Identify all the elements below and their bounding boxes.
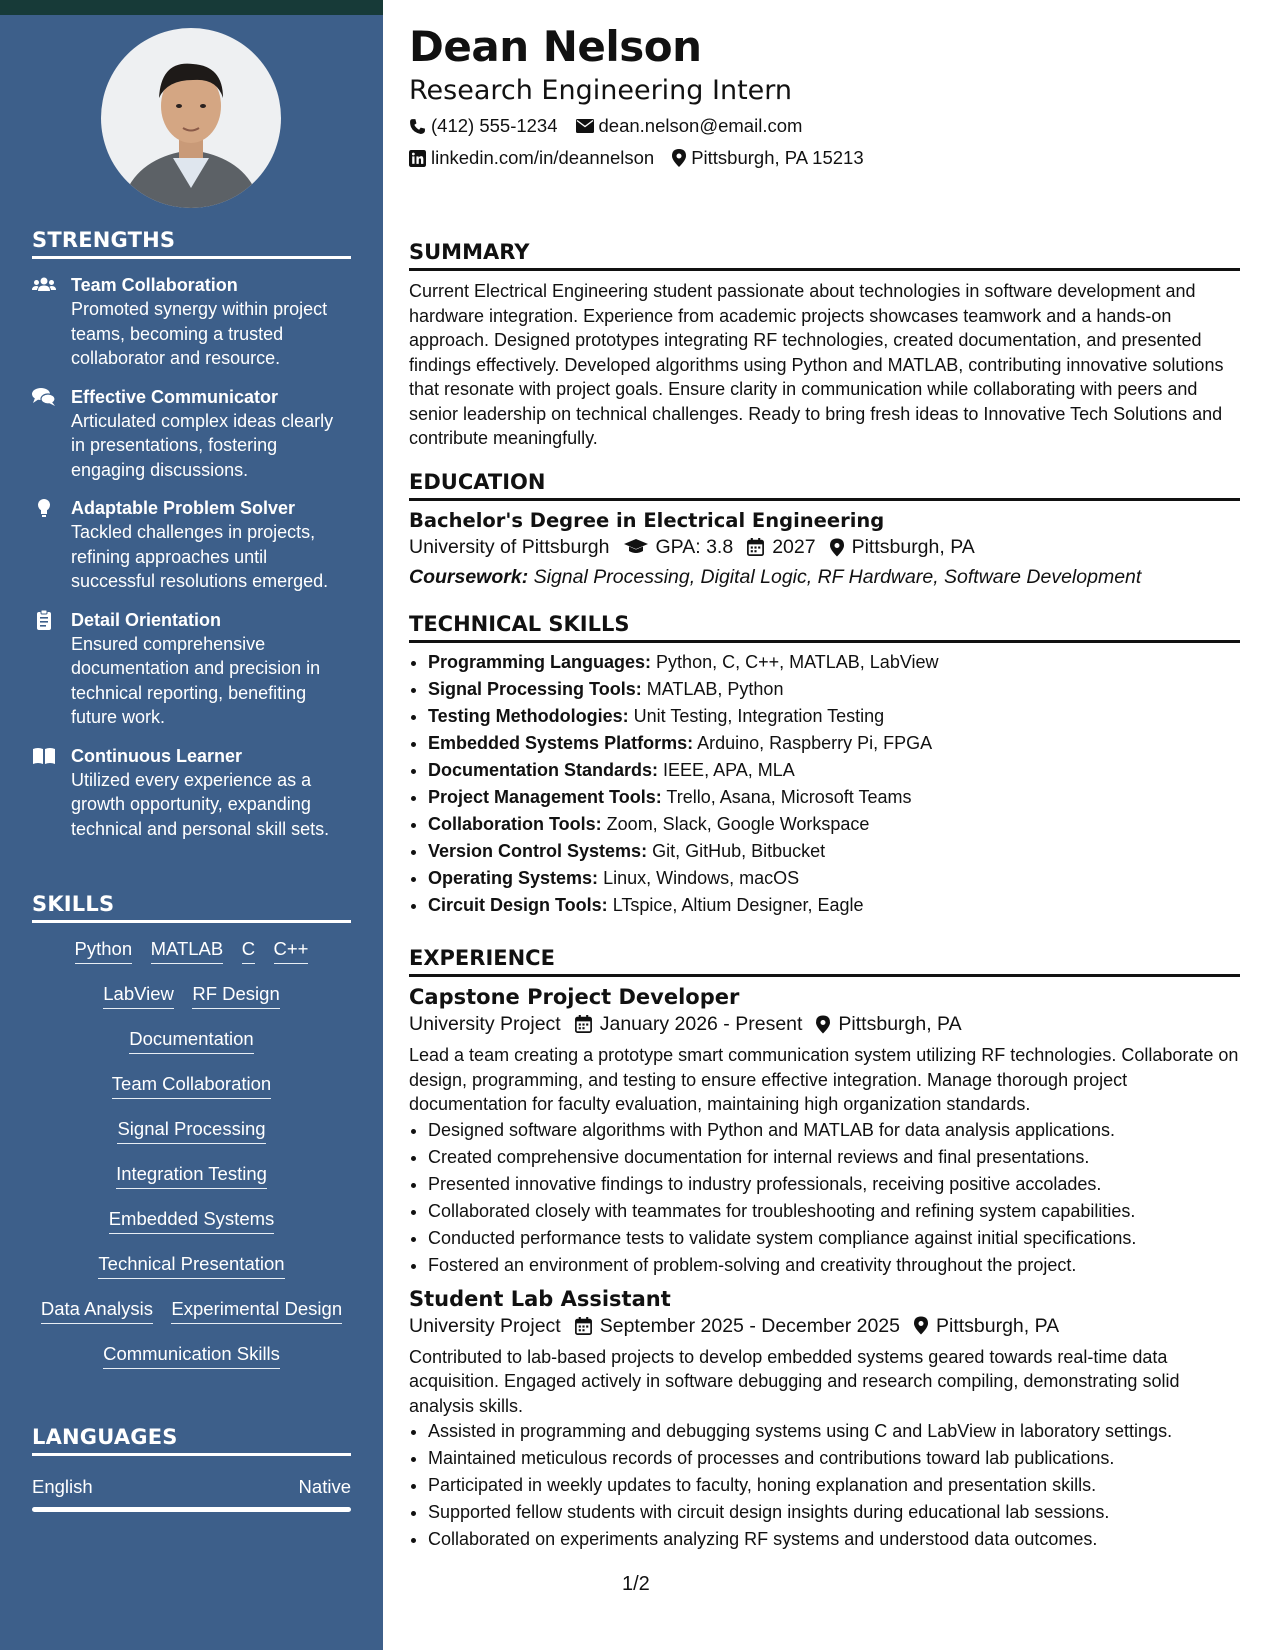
skill-tag: Data Analysis: [41, 1297, 153, 1324]
tech-skill-item: [428, 703, 1240, 730]
coursework-label: Coursework:: [409, 566, 529, 588]
skill-tag: Team Collaboration: [112, 1072, 271, 1099]
skill-tag: RF Design: [192, 982, 279, 1009]
education-section: [409, 470, 1240, 592]
language-level: Native: [298, 1476, 351, 1497]
tech-skill-label: Documentation Standards:: [428, 760, 659, 780]
job-meta: [409, 1009, 1240, 1039]
job-bullet: • Created comprehensive documentation for internal reviews and final presentations.: [428, 1144, 1240, 1171]
summary-title: SUMMARY: [409, 240, 1240, 271]
tech-skill-value: LTspice, Altium Designer, Eagle: [612, 895, 864, 915]
skill-tag: C: [242, 937, 255, 964]
tech-skill-value: Zoom, Slack, Google Workspace: [606, 814, 870, 834]
coursework: [409, 562, 1240, 592]
map-pin-icon: [830, 538, 844, 557]
strength-desc: Ensured comprehensive documentation and precision in technical reporting, benefiting future work.: [71, 633, 321, 727]
skill-tag: Embedded Systems: [109, 1207, 275, 1234]
tech-skill-item: [428, 865, 1240, 892]
contact-linkedin[interactable]: [409, 142, 654, 174]
map-pin-icon: [672, 149, 686, 167]
skills-title: SKILLS: [32, 892, 351, 923]
job-bullet: • Participated in weekly updates to faculty, honing explanation and presentation skills.: [428, 1472, 1240, 1499]
job-meta: [409, 1311, 1240, 1341]
skills-list: [32, 937, 351, 1371]
job-dates: January 2026 - Present: [599, 1013, 803, 1035]
tech-skill-item: [428, 811, 1240, 838]
strength-title: Adaptable Problem Solver: [71, 498, 296, 518]
candidate-role: Research Engineering Intern: [409, 75, 793, 106]
linkedin-text: linkedin.com/in/deannelson: [431, 147, 655, 168]
job-description: Lead a team creating a prototype smart communication system utilizing RF technologies. Collaborate on design, programming, and testing to ensure effective integration. Manage thorough project documentation for faculty evaluation, maintaining high organization standards.: [409, 1045, 1239, 1114]
school-name: University of Pittsburgh: [409, 536, 610, 558]
clipboard-icon: [32, 610, 56, 630]
tech-skill-value: Trello, Asana, Microsoft Teams: [666, 787, 912, 807]
job-bullets: [409, 1418, 1240, 1553]
job-bullet: • Supported fellow students with circuit design insights during educational lab sessions.: [428, 1499, 1240, 1526]
tech-skill-item: [428, 676, 1240, 703]
job-bullet: • Conducted performance tests to validate system compliance against initial specifications.: [428, 1225, 1240, 1252]
summary-text: Current Electrical Engineering student passionate about technologies in software development and hardware integration. Experience from academic projects showcases teamwork and a hands-on approach. Designed prototypes integrating RF technologies, created documentation, and presented findings effectively. Developed algorithms using Python and MATLAB, contributing innovative solutions that resonate with project goals. Ensure clarity in communication while collaborating with peers and senior leadership on technical challenges. Ready to bring fresh ideas to Innovative Tech Solutions and contribute meaningfully.: [409, 281, 1224, 448]
languages-title: LANGUAGES: [32, 1425, 351, 1456]
calendar-icon: [575, 1317, 592, 1335]
phone-icon: [409, 118, 426, 135]
strength-title: Continuous Learner: [71, 745, 243, 766]
job-entry: [409, 985, 1240, 1279]
language-name: English: [32, 1476, 93, 1497]
job-location-item: [816, 1009, 961, 1039]
job-bullet: • Presented innovative findings to industry professionals, receiving positive accolades.: [428, 1171, 1240, 1198]
job-dates-item: [575, 1009, 803, 1039]
candidate-name: Dean Nelson: [409, 22, 702, 71]
coursework-text: Signal Processing, Digital Logic, RF Hardware, Software Development: [533, 566, 1142, 588]
strength-title: Team Collaboration: [71, 275, 238, 295]
tech-skill-value: Arduino, Raspberry Pi, FPGA: [697, 733, 933, 753]
calendar-icon: [575, 1015, 592, 1033]
chat-icon: [32, 387, 56, 407]
tech-skill-item: [428, 730, 1240, 757]
strength-item: [32, 385, 351, 483]
tech-skill-value: MATLAB, Python: [646, 679, 784, 699]
job-bullet: • Maintained meticulous records of processes and contributions toward lab publications.: [428, 1445, 1240, 1472]
summary-section: [409, 240, 1240, 451]
job-description: Contributed to lab-based projects to develop embedded systems geared towards real-time data acquisition. Engaged actively in software debugging and research compiling, demonstrating solid analysis skills.: [409, 1346, 1180, 1416]
strength-desc: Utilized every experience as a growth opportunity, expanding technical and personal skill sets.: [71, 769, 330, 839]
job-bullet: • Collaborated closely with teammates for troubleshooting and refining system capabilities.: [428, 1198, 1240, 1225]
year-item: [747, 532, 815, 562]
skill-tag: Experimental Design: [171, 1297, 342, 1324]
strength-desc: Tackled challenges in projects, refining approaches until successful resolutions emerged.: [71, 522, 329, 591]
skill-tag: Integration Testing: [116, 1162, 267, 1189]
job-bullet: • Assisted in programming and debugging systems using C and LabView in laboratory settings.: [428, 1418, 1240, 1445]
job-title: Student Lab Assistant: [409, 1286, 671, 1311]
skill-tag: C++: [274, 937, 309, 964]
envelope-icon: [576, 119, 594, 133]
degree-title: Bachelor's Degree in Electrical Engineering: [409, 509, 885, 532]
skill-tag: Signal Processing: [117, 1117, 265, 1144]
tech-skill-label: Circuit Design Tools:: [428, 895, 608, 915]
skills-section: [32, 892, 351, 1387]
strengths-title: STRENGTHS: [32, 228, 351, 259]
sidebar: [0, 0, 383, 1650]
gpa-item: [624, 532, 734, 562]
strength-desc: Promoted synergy within project teams, becoming a trusted collaborator and resource.: [71, 299, 328, 368]
job-bullets: [409, 1117, 1240, 1279]
graduation-cap-icon: [624, 539, 648, 555]
skill-tag: LabView: [103, 982, 174, 1009]
experience-title: EXPERIENCE: [409, 946, 1240, 977]
tech-skill-label: Embedded Systems Platforms:: [428, 733, 694, 753]
education-meta: [409, 532, 1240, 562]
tech-skill-value: Unit Testing, Integration Testing: [633, 706, 885, 726]
tech-skill-value: Python, C, C++, MATLAB, LabView: [656, 652, 939, 672]
tech-skill-label: Collaboration Tools:: [428, 814, 602, 834]
job-title: Capstone Project Developer: [409, 985, 740, 1009]
tech-skill-label: Programming Languages:: [428, 652, 652, 672]
linkedin-icon: [409, 150, 426, 167]
technical-skills-title: TECHNICAL SKILLS: [409, 612, 1240, 643]
contact-phone[interactable]: [409, 110, 558, 142]
skill-tag: Communication Skills: [103, 1342, 280, 1369]
job-bullet: • Collaborated on experiments analyzing RF systems and understood data outcomes.: [428, 1526, 1240, 1553]
job-entry: [409, 1287, 1240, 1554]
year-text: 2027: [772, 536, 816, 558]
tech-skill-value: IEEE, APA, MLA: [663, 760, 795, 780]
lightbulb-icon: [32, 498, 56, 518]
tech-skill-item: [428, 649, 1240, 676]
job-org: University Project: [409, 1314, 561, 1337]
strength-item: [32, 273, 351, 371]
skill-tag: Python: [75, 937, 133, 964]
strength-item: [32, 496, 351, 594]
book-icon: [32, 746, 56, 766]
tech-skill-value: Linux, Windows, macOS: [603, 868, 800, 888]
job-location: Pittsburgh, PA: [935, 1314, 1060, 1337]
strength-desc: Articulated complex ideas clearly in presentations, fostering engaging discussions.: [71, 410, 334, 480]
strengths-section: [32, 228, 351, 841]
languages-section: [32, 1425, 351, 1512]
language-proficiency-bar: [32, 1507, 351, 1512]
tech-skill-label: Operating Systems:: [428, 868, 599, 888]
tech-skill-label: Version Control Systems:: [428, 841, 648, 861]
skill-tag: Documentation: [129, 1027, 253, 1054]
contact-email[interactable]: [576, 110, 803, 142]
language-row: [32, 1476, 351, 1498]
strength-title: Detail Orientation: [71, 609, 222, 630]
job-bullet: • Fostered an environment of problem-solving and creativity throughout the project.: [428, 1252, 1240, 1279]
tech-skill-item: [428, 892, 1240, 919]
location-text: Pittsburgh, PA 15213: [691, 147, 864, 168]
phone-text: (412) 555-1234: [431, 115, 558, 136]
map-pin-icon: [816, 1015, 830, 1034]
edu-location-item: [830, 532, 975, 562]
tech-skill-value: Git, GitHub, Bitbucket: [652, 841, 826, 861]
tech-skill-item: [428, 784, 1240, 811]
education-title: EDUCATION: [409, 470, 1240, 501]
tech-skill-item: [428, 757, 1240, 784]
contact-row: [409, 110, 1240, 142]
experience-section: [409, 946, 1240, 1553]
map-pin-icon: [914, 1316, 928, 1335]
profile-photo: [101, 28, 281, 208]
job-location: Pittsburgh, PA: [838, 1013, 962, 1035]
email-text: dean.nelson@email.com: [598, 115, 803, 136]
job-dates: September 2025 - December 2025: [599, 1314, 900, 1337]
page-number: 1/2: [622, 1573, 650, 1595]
gpa-text: GPA: 3.8: [655, 536, 734, 558]
job-location-item: [914, 1311, 1059, 1341]
job-org: University Project: [409, 1013, 561, 1035]
tech-skill-label: Project Management Tools:: [428, 787, 662, 807]
strength-title: Effective Communicator: [71, 386, 279, 407]
technical-skills-list: [409, 649, 1240, 919]
tech-skill-label: Testing Methodologies:: [428, 706, 629, 726]
calendar-icon: [747, 538, 764, 556]
contact-location: [672, 142, 863, 174]
sidebar-top-bar: [0, 0, 383, 15]
tech-skill-label: Signal Processing Tools:: [428, 679, 642, 699]
skill-tag: MATLAB: [151, 937, 224, 964]
header: [409, 22, 1240, 174]
technical-skills-section: [409, 612, 1240, 919]
users-icon: [32, 275, 56, 295]
contact-row: [409, 142, 1240, 174]
job-dates-item: [575, 1311, 900, 1341]
strength-item: [32, 744, 351, 842]
job-bullet: • Designed software algorithms with Python and MATLAB for data analysis applications.: [428, 1117, 1240, 1144]
tech-skill-item: [428, 838, 1240, 865]
edu-location-text: Pittsburgh, PA: [851, 536, 975, 558]
skill-tag: Technical Presentation: [98, 1252, 284, 1279]
strength-item: [32, 608, 351, 730]
